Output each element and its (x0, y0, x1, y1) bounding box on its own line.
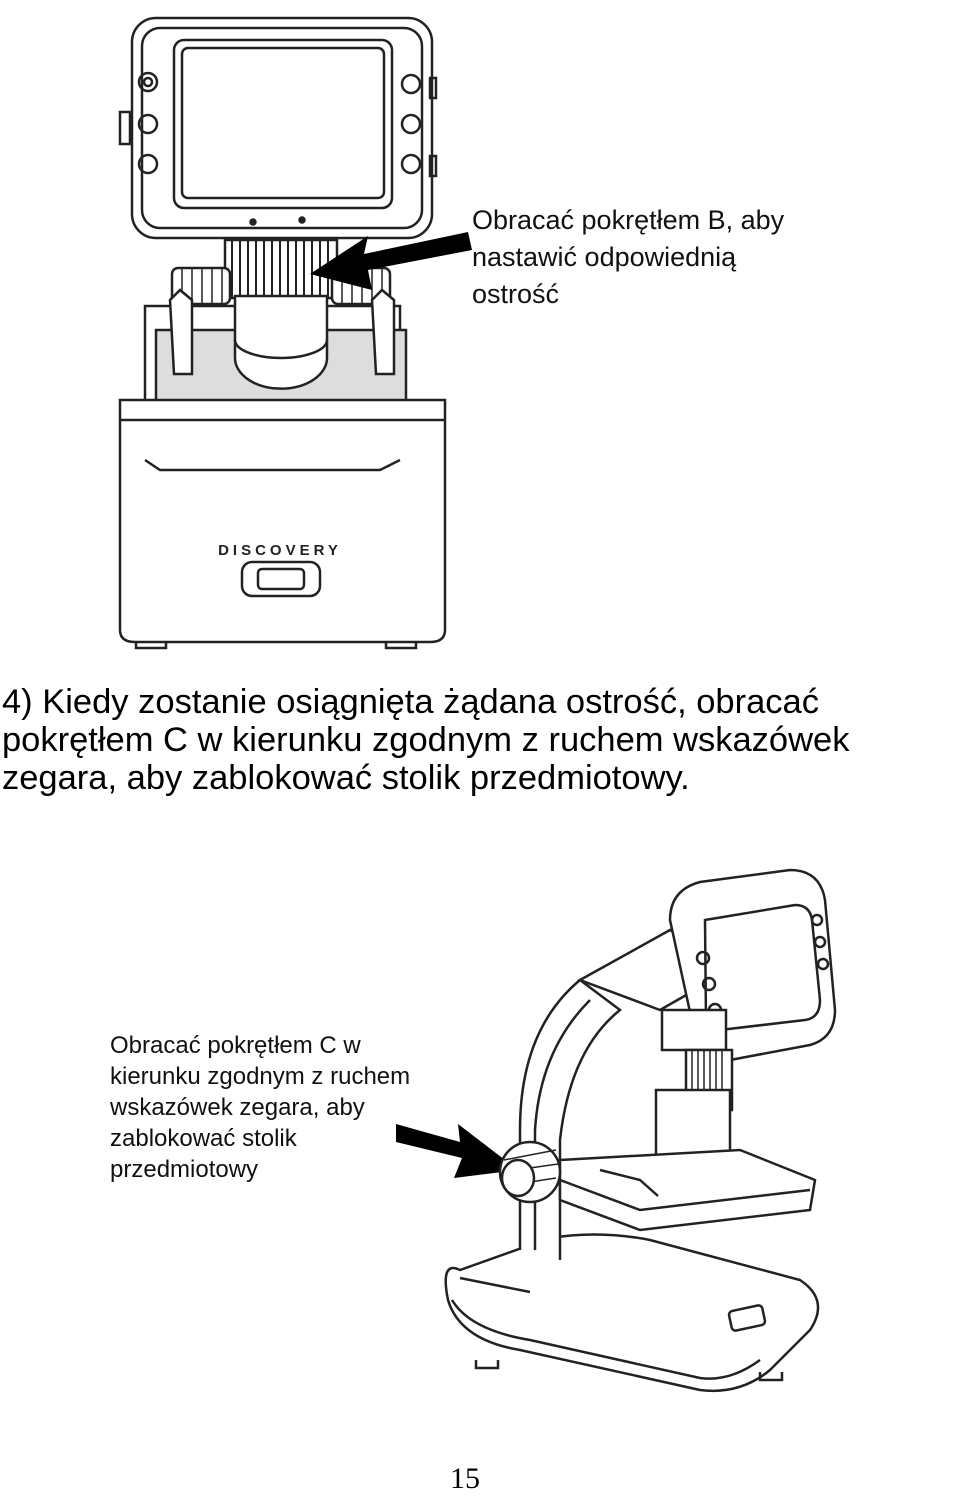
callout-line: przedmiotowy (110, 1156, 259, 1183)
callout-focus-knob-b (472, 202, 892, 313)
page-number: 15 (450, 1462, 480, 1495)
instruction-line: pokrętłem C w kierunku zgodnym z ruchem wskazówek (2, 721, 850, 759)
callout-line: wskazówek zegara, aby (110, 1094, 365, 1121)
callout-line: zablokować stolik (110, 1125, 297, 1152)
brand-logo: DISCOVERY (218, 542, 342, 559)
callout-line: kierunku zgodnym z ruchem (110, 1063, 411, 1090)
microscope-side-illustration (400, 860, 870, 1400)
callout-line: ostrość (472, 279, 560, 309)
microscope-front-illustration (100, 0, 460, 660)
callout-line: Obracać pokrętłem B, aby (472, 205, 785, 235)
arrow-left-icon (310, 222, 475, 292)
callout-line: Obracać pokrętłem C w (110, 1032, 361, 1059)
step-4-instruction (2, 683, 952, 797)
instruction-line: 4) Kiedy zostanie osiągnięta żądana ostrość, obracać (2, 683, 819, 721)
callout-line: nastawić odpowiednią (472, 242, 737, 272)
instruction-line: zegara, aby zablokować stolik przedmiotowy. (2, 759, 690, 797)
